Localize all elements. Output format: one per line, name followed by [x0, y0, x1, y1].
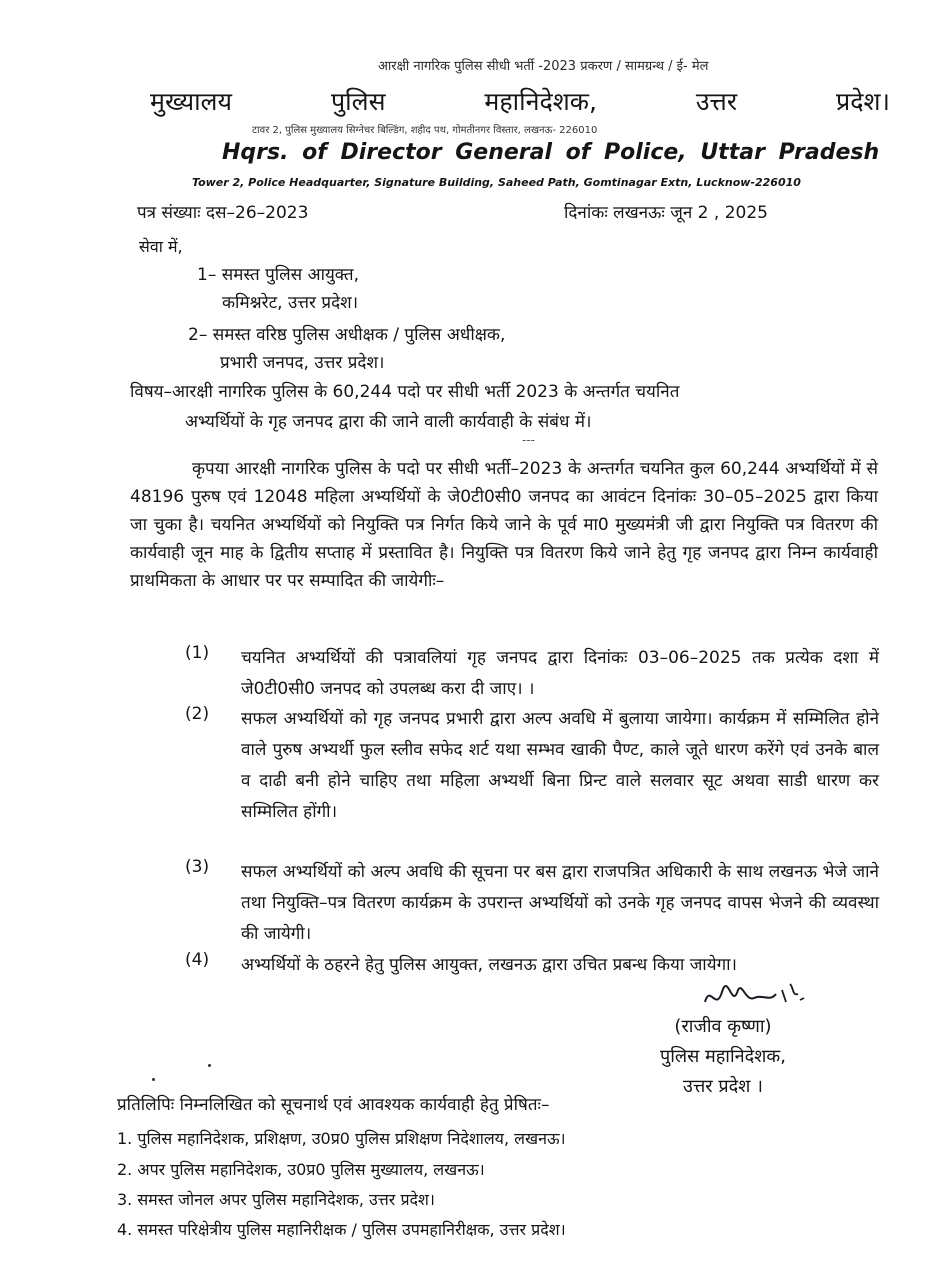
addressee-2-line2: प्रभारी जनपद, उत्तर प्रदेश। [220, 353, 385, 373]
subject-separator: --- [522, 433, 535, 447]
subject [130, 377, 875, 437]
copy-to-item-1: 1. पुलिस महानिदेशक, प्रशिक्षण, उ0प्र0 पुलिस प्रशिक्षण निदेशालय, लखनऊ। [117, 1129, 566, 1148]
signatory-state: उत्तर प्रदेश । [682, 1076, 763, 1097]
hq-word: प्रदेश। [835, 87, 890, 116]
addressee-1-line1: 1– समस्त पुलिस आयुक्त, [197, 265, 360, 285]
point-text: अभ्यर्थियों के ठहरने हेतु पुलिस आयुक्त, लखनऊ द्वारा उचित प्रबन्ध किया जायेगा। [241, 955, 737, 975]
hq-word: महानिदेशक, [484, 87, 597, 116]
point-number: (3) [185, 857, 210, 877]
signatory-name: (राजीव कृष्णा) [674, 1016, 772, 1037]
hq-title-hindi [150, 84, 890, 118]
body-paragraph: कृपया आरक्षी नागरिक पुलिस के पदो पर सीधी भर्ती–2023 के अन्तर्गत चयनित कुल 60,244 अभ्यर्थियों में से 48196 पुरुष एवं 12048 महिला अभ्यर्थियों के जे0टी0सी0 जनपद का आवंटन दिनांकः 30–05–2025 द्वारा किया जा चुका है। चयनित अभ्यर्थियों को नियुक्ति पत्र निर्गत किये जाने के पूर्व मा0 मुख्यमंत्री जी द्वारा नियुक्ति पत्र वितरण की कार्यवाही जून माह के द्वितीय सप्ताह में प्रस्तावित है। नियुक्ति पत्र वितरण किये जाने हेतु गृह जनपद द्वारा निम्न कार्यवाही प्राथमिकता के आधार पर पर सम्पादित की जायेगीः– [130, 459, 878, 591]
copy-to-item-4: 4. समस्त परिक्षेत्रीय पुलिस महानिरीक्षक / पुलिस उपमहानिरीक्षक, उत्तर प्रदेश। [117, 1220, 566, 1239]
salutation: सेवा में, [139, 237, 183, 256]
scan-dot [208, 1064, 211, 1067]
letter-number: पत्र संख्याः दस–26–2023 [137, 203, 309, 223]
hq-word: उत्तर [695, 87, 738, 116]
scan-dot [152, 1078, 155, 1081]
subject-line-1: विषय–आरक्षी नागरिक पुलिस के 60,244 पदो पर सीधी भर्ती 2023 के अन्तर्गत चयनित [130, 382, 680, 402]
point-text: सफल अभ्यर्थियों को गृह जनपद प्रभारी द्वारा अल्प अवधि में बुलाया जायेगा। कार्यक्रम में सम्मिलित होने वाले पुरुष अभ्यर्थी फुल स्लीव सफेद शर्ट यथा सम्भव खाकी पैण्ट, काले जूते धारण करेंगे एवं उनके बाल व दाढी बनी होने चाहिए तथा महिला अभ्यर्थी बिना प्रिन्ट वाले सलवार सूट अथवा साडी धारण कर सम्मिलित होंगी। [241, 709, 879, 822]
signatory-block [660, 1012, 786, 1102]
hq-title-english: Hqrs. of Director General of Police, Uttar Pradesh [222, 140, 880, 165]
address-english: Tower 2, Police Headquarter, Signature Building, Saheed Path, Gomtinagar Extn, Lucknow-226010 [192, 176, 801, 189]
address-hindi: टावर 2, पुलिस मुख्यालय सिग्नेचर बिल्डिंग, शहीद पथ, गोमतीनगर विस्तार, लखनऊ- 226010 [252, 125, 598, 136]
signatory-designation: पुलिस महानिदेशक, [660, 1046, 786, 1067]
point-number: (2) [185, 704, 210, 724]
point-number: (1) [185, 643, 210, 663]
copy-to-heading: प्रतिलिपिः निम्नलिखित को सूचनार्थ एवं आवश्यक कार्यवाही हेतु प्रेषितः– [117, 1095, 550, 1115]
letter-date: दिनांकः लखनऊः जून 2 , 2025 [564, 203, 768, 223]
point-text: सफल अभ्यर्थियों को अल्प अवधि की सूचना पर बस द्वारा राजपत्रित अधिकारी के साथ लखनऊ भेजे जाने तथा नियुक्ति–पत्र वितरण कार्यक्रम के उपरान्त अभ्यर्थियों को उनके गृह जनपद वापस भेजने की व्यवस्था की जायेगी। [241, 862, 879, 944]
point-text: चयनित अभ्यर्थियों की पत्रावलियां गृह जनपद द्वारा दिनांकः 03–06–2025 तक प्रत्येक दशा में जे0टी0सी0 जनपद को उपलब्ध करा दी जाए। । [241, 648, 879, 699]
point-number: (4) [185, 950, 210, 970]
subject-line-2: अभ्यर्थियों के गृह जनपद द्वारा की जाने वाली कार्यवाही के संबंध में। [185, 412, 592, 432]
hq-word: पुलिस [330, 87, 386, 116]
addressee-2-line1: 2– समस्त वरिष्ठ पुलिस अधीक्षक / पुलिस अधीक्षक, [188, 325, 506, 345]
copy-to-item-2: 2. अपर पुलिस महानिदेशक, उ0प्र0 पुलिस मुख्यालय, लखनऊ। [117, 1160, 485, 1179]
hq-word: मुख्यालय [150, 87, 233, 116]
addressee-1-line2: कमिश्नरेट, उत्तर प्रदेश। [222, 293, 359, 313]
reference-line: आरक्षी नागरिक पुलिस सीधी भर्ती -2023 प्रकरण / सामग्रन्थ / ई- मेल [378, 59, 709, 74]
copy-to-item-3: 3. समस्त जोनल अपर पुलिस महानिदेशक, उत्तर प्रदेश। [117, 1190, 435, 1209]
